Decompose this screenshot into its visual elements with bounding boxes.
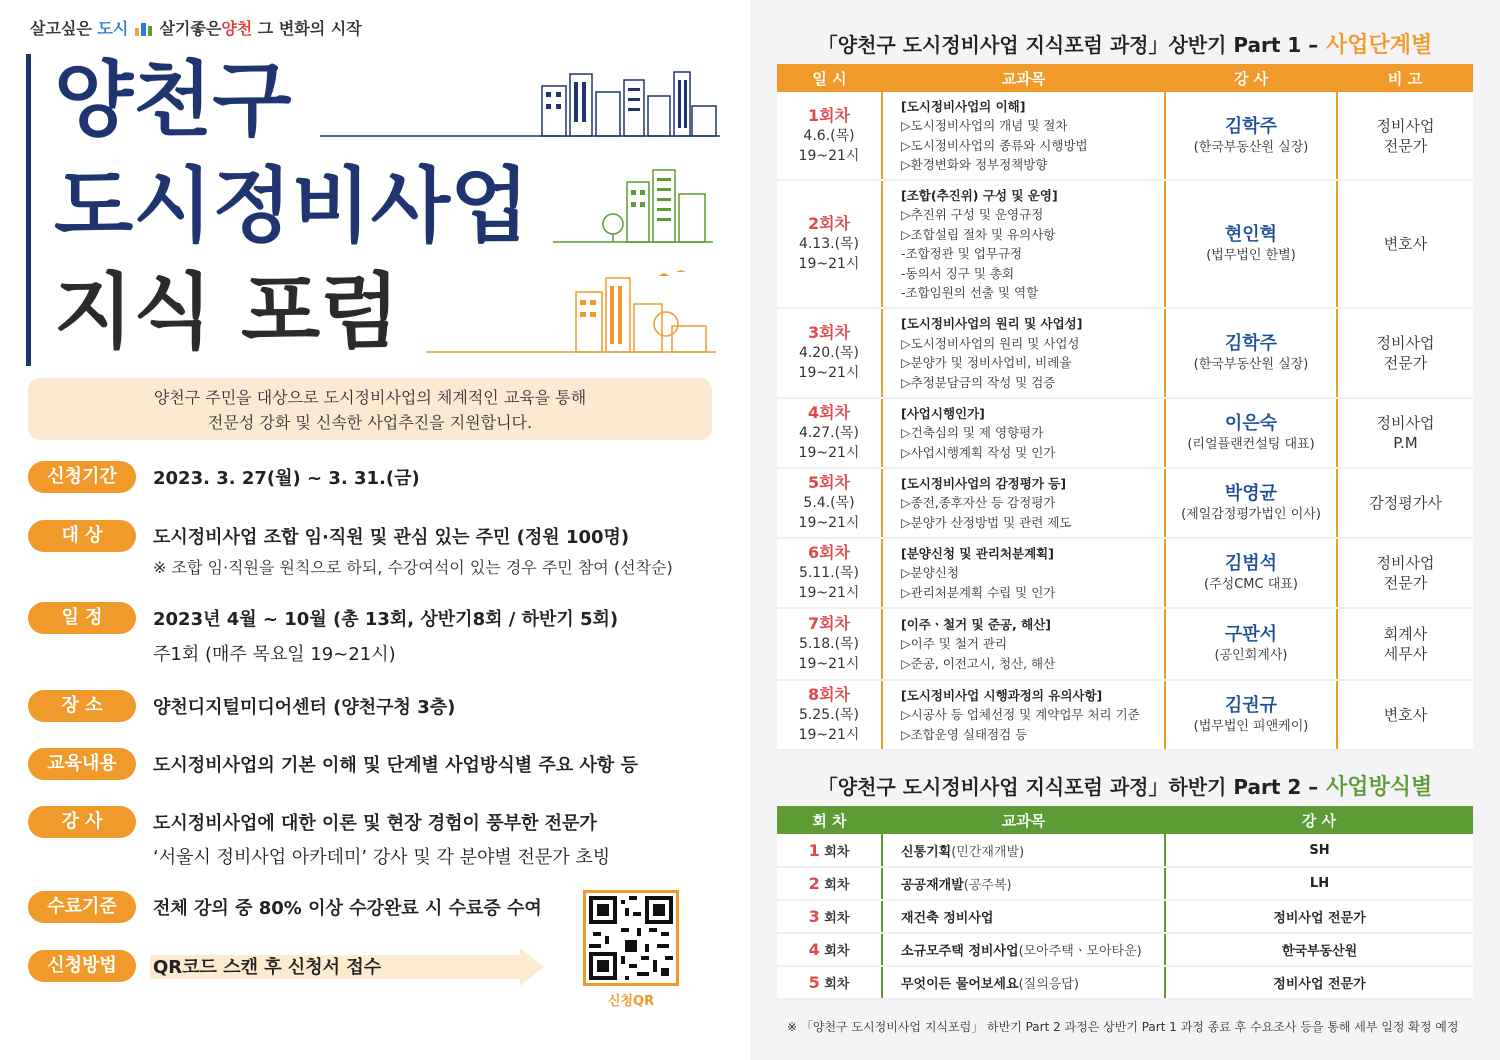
slogan: [30, 16, 362, 39]
table-row: [777, 900, 1473, 933]
table-row: [777, 538, 1473, 608]
subject-detail: (모아주택ㆍ모아타운): [1018, 944, 1142, 959]
subject-item: -조합정관 및 업무규정: [901, 246, 1023, 261]
label-badge: 신청방법: [28, 950, 136, 982]
table-row: [777, 308, 1473, 398]
lecturer-org: (리얼플랜컨설팅 대표): [1187, 437, 1315, 452]
subject-item: ▷분양가 및 정비사업비, 비례율: [901, 355, 1072, 370]
session-number-cell: [777, 933, 882, 966]
session-number: 6회차: [807, 543, 851, 562]
lecturer-cell: LH: [1165, 867, 1473, 900]
session-date: 4.20.(목): [798, 345, 860, 361]
slogan-text-1: 살고싶은: [30, 19, 98, 38]
subject-cell: [882, 468, 1165, 538]
column-header: 비 고: [1337, 64, 1473, 92]
note-line: 정비사업: [1376, 334, 1435, 352]
session-date-cell: [777, 92, 882, 180]
subject-item: -조합임원의 선출 및 역할: [901, 285, 1039, 300]
label-badge: 대 상: [28, 520, 136, 552]
session-unit: 회차: [819, 911, 850, 926]
session-date-cell: [777, 680, 882, 750]
part1-title: [750, 28, 1500, 59]
lecturer-name: 김권규: [1224, 695, 1278, 716]
note-line: 전문가: [1383, 354, 1428, 372]
session-number: 3: [808, 907, 820, 926]
note-cell: [1337, 180, 1473, 308]
session-time: 19~21시: [798, 585, 860, 601]
intro-box: [28, 378, 712, 440]
note-line: P.M: [1393, 434, 1418, 452]
qr-code-icon[interactable]: [583, 890, 679, 986]
session-date-cell: [777, 398, 882, 468]
subject-item: ▷환경변화와 정부정책방향: [901, 157, 1048, 172]
note-cell: [1337, 468, 1473, 538]
subject-item: ▷건축심의 및 제 영향평가: [901, 425, 1044, 441]
column-header: 교과목: [882, 64, 1165, 92]
note-cell: [1337, 398, 1473, 468]
session-unit: 회차: [819, 944, 850, 959]
city-skyline-icon: [320, 66, 720, 138]
part2-title-accent: 사업방식별: [1318, 775, 1433, 800]
info-value: 2023년 4월 ~ 10월 (총 13회, 상반기8회 / 하반기 5회): [153, 609, 619, 630]
subject-title: [이주ㆍ철거 및 준공, 해산]: [901, 616, 1051, 632]
label-badge: 수료기준: [28, 891, 136, 923]
slogan-city: 도시: [97, 19, 129, 38]
session-number: 5: [808, 973, 820, 992]
note-cell: [1337, 608, 1473, 680]
note-line: 변호사: [1383, 235, 1428, 253]
subject-item: ▷관리처분계획 수립 및 인가: [901, 584, 1056, 600]
lecturer-name: 박영균: [1224, 483, 1278, 504]
subject-title: [도시정비사업의 원리 및 사업성]: [901, 316, 1083, 331]
session-time: 19~21시: [798, 445, 860, 461]
part2-title: [750, 770, 1500, 801]
lecturer-org: (한국부동산원 실장): [1193, 357, 1309, 372]
lecturer-org: (제일감정평가법인 이사): [1181, 507, 1321, 522]
session-date: 4.6.(목): [803, 127, 855, 144]
table-row: [777, 834, 1473, 867]
subject-title: 신통기획: [901, 844, 952, 860]
table-row: [777, 608, 1473, 680]
subject-cell: [882, 900, 1165, 933]
lecturer-cell: SH: [1165, 834, 1473, 867]
lecturer-org: (주성CMC 대표): [1204, 577, 1298, 592]
lecturer-name: 김범석: [1224, 553, 1278, 574]
subject-item: ▷준공, 이전고시, 청산, 해산: [901, 655, 1056, 671]
session-time: 19~21시: [798, 147, 860, 164]
lecturer-name: 구판서: [1224, 624, 1278, 645]
table-row: [777, 468, 1473, 538]
intro-line-1: 양천구 주민을 대상으로 도시정비사업의 체계적인 교육을 통해: [153, 388, 587, 407]
note-cell: [1337, 538, 1473, 608]
info-value: 2023. 3. 27(월) ~ 3. 31.(금): [153, 468, 420, 489]
subject-cell: [882, 834, 1165, 867]
info-value: 양천디지털미디어센터 (양천구청 3층): [153, 697, 456, 718]
subject-item: ▷도시정비사업의 개념 및 절차: [901, 118, 1068, 133]
subject-title: [도시정비사업 시행과정의 유의사항]: [901, 687, 1103, 703]
session-unit: 회차: [819, 844, 850, 860]
subject-detail: (질의응답): [1018, 977, 1079, 992]
lecturer-cell: [1165, 538, 1337, 608]
session-unit: 회차: [819, 977, 850, 992]
city-skyline-icon: [426, 268, 716, 354]
lecturer-cell: 한국부동산원: [1165, 933, 1473, 966]
qr-pattern: [589, 896, 673, 980]
session-unit: 회차: [819, 878, 850, 893]
session-date: 5.4.(목): [803, 495, 855, 511]
session-number: 1: [808, 840, 820, 860]
table-header-row: [777, 64, 1473, 92]
session-date: 5.11.(목): [798, 565, 860, 581]
intro-line-2: 전문성 강화 및 신속한 사업추진을 지원합니다.: [207, 413, 533, 432]
lecturer-cell: [1165, 680, 1337, 750]
subject-item: ▷추정분담금의 작성 및 검증: [901, 374, 1056, 390]
label-badge: 교육내용: [28, 748, 136, 780]
table-row: [777, 92, 1473, 180]
subject-title: 무엇이든 물어보세요: [901, 977, 1019, 992]
subject-detail: (공주복): [963, 878, 1012, 893]
title-accent-bar: [26, 54, 31, 366]
session-time: 19~21시: [798, 256, 860, 272]
session-date-cell: [777, 608, 882, 680]
subject-cell: [882, 680, 1165, 750]
table-row: [777, 680, 1473, 750]
subject-title: [도시정비사업의 감정평가 등]: [901, 475, 1067, 491]
note-line: 회계사: [1383, 625, 1428, 643]
session-number: 2회차: [807, 214, 851, 233]
session-number-cell: [777, 966, 882, 999]
column-header: 강 사: [1165, 64, 1337, 92]
part1-title-prefix: 「양천구 도시정비사업 지식포럼 과정」상반기 Part 1 –: [817, 33, 1319, 57]
lecturer-cell: [1165, 308, 1337, 398]
slogan-yangcheon: 양천: [221, 19, 253, 38]
note-line: 정비사업: [1376, 554, 1435, 572]
session-date: 4.27.(목): [798, 425, 860, 441]
table-header-row: [777, 806, 1473, 834]
note-line: 세무사: [1383, 645, 1428, 663]
note-cell: [1337, 308, 1473, 398]
subject-item: ▷시공사 등 업체선정 및 계약업무 처리 기준: [901, 707, 1140, 723]
subject-title: [도시정비사업의 이해]: [901, 98, 1026, 114]
lecturer-cell: [1165, 468, 1337, 538]
note-line: 정비사업: [1376, 116, 1435, 135]
session-number: 7회차: [807, 614, 851, 633]
subject-item: ▷도시정비사업의 종류와 시행방법: [901, 137, 1088, 153]
label-badge: 장 소: [28, 690, 136, 722]
column-header: 교과목: [882, 806, 1165, 834]
label-badge: 강 사: [28, 806, 136, 838]
slogan-text-2: 살기좋은: [153, 19, 222, 38]
session-date-cell: [777, 308, 882, 398]
lecturer-cell: 정비사업 전문가: [1165, 966, 1473, 999]
column-header: 일 시: [777, 64, 882, 92]
session-date-cell: [777, 468, 882, 538]
label-badge: 신청기간: [28, 461, 136, 493]
subject-item: ▷도시정비사업의 원리 및 사업성: [901, 335, 1080, 351]
session-number: 8회차: [807, 685, 851, 704]
note-line: 전문가: [1383, 574, 1428, 592]
part1-title-accent: 사업단계별: [1318, 33, 1433, 58]
table-row: [777, 966, 1473, 999]
city-skyline-icon: [553, 162, 713, 244]
lecturer-org: (한국부동산원 실장): [1193, 139, 1309, 155]
subject-title: 소규모주택 정비사업: [901, 944, 1019, 959]
footnote: ※ 「양천구 도시정비사업 지식포럼」 하반기 Part 2 과정은 상반기 Part 1 과정 종료 후 수요조사 등을 통해 세부 일정 확정 예정: [787, 1020, 1459, 1034]
lecturer-name: 현인혁: [1224, 224, 1278, 245]
subject-cell: [882, 92, 1165, 180]
session-number: 5회차: [807, 473, 851, 492]
session-time: 19~21시: [798, 656, 860, 672]
subject-cell: [882, 608, 1165, 680]
lecturer-name: 이은숙: [1224, 413, 1278, 434]
subject-item: ▷분양신청: [901, 565, 959, 581]
subject-cell: [882, 308, 1165, 398]
subject-item: ▷추진위 구성 및 운영규정: [901, 207, 1044, 222]
slogan-text-3: 그 변화의 시작: [252, 19, 362, 38]
table-row: [777, 180, 1473, 308]
table-row: [777, 867, 1473, 900]
session-number: 2: [808, 874, 820, 893]
lecturer-org: (법무법인 한별): [1206, 248, 1296, 263]
part1-schedule-table: [777, 64, 1473, 751]
label-badge: 일 정: [28, 602, 136, 634]
info-note: ‘서울시 정비사업 아카데미’ 강사 및 각 분야별 전문가 초빙: [153, 847, 611, 868]
lecturer-cell: [1165, 398, 1337, 468]
session-time: 19~21시: [798, 365, 860, 381]
column-header: 강 사: [1165, 806, 1473, 834]
lecturer-name: 김학주: [1224, 115, 1278, 137]
column-header: 회 차: [777, 806, 882, 834]
info-value: 도시정비사업 조합 임·직원 및 관심 있는 주민 (정원 100명): [153, 527, 630, 548]
lecturer-cell: 정비사업 전문가: [1165, 900, 1473, 933]
subject-title: 공공재개발: [901, 878, 964, 893]
lecturer-name: 김학주: [1224, 333, 1278, 354]
subject-cell: [882, 867, 1165, 900]
session-number-cell: [777, 900, 882, 933]
yangcheon-logo-icon: [134, 20, 154, 36]
title-line-2: 도시정비사업: [54, 159, 530, 254]
session-number: 4회차: [807, 403, 851, 422]
info-value: 도시정비사업에 대한 이론 및 현장 경험이 풍부한 전문가: [153, 813, 597, 834]
subject-item: ▷분양가 산정방법 및 관련 제도: [901, 514, 1072, 530]
subject-cell: [882, 180, 1165, 308]
note-line: 감정평가사: [1369, 494, 1442, 512]
session-time: 19~21시: [798, 727, 860, 743]
session-time: 19~21시: [798, 515, 860, 531]
session-date-cell: [777, 538, 882, 608]
note-line: 변호사: [1383, 706, 1428, 724]
subject-title: [사업시행인가]: [901, 405, 985, 421]
subject-item: ▷사업시행계획 작성 및 인가: [901, 444, 1056, 460]
session-number-cell: [777, 834, 882, 867]
lecturer-org: (공인회계사): [1214, 648, 1288, 663]
subject-item: -동의서 징구 및 총회: [901, 265, 1015, 281]
qr-label: 신청QR: [607, 994, 655, 1009]
note-line: 정비사업: [1376, 414, 1435, 432]
session-number: 4: [808, 940, 820, 959]
table-row: [777, 933, 1473, 966]
subject-item: ▷종전,종후자산 등 감정평가: [901, 495, 1056, 511]
subject-item: ▷조합설립 절차 및 유의사항: [901, 226, 1056, 242]
subject-cell: [882, 966, 1165, 999]
info-note: ※ 조합 임·직원을 원칙으로 하되, 수강여석이 있는 경우 주민 참여 (선착순): [153, 558, 673, 577]
lecturer-org: (법무법인 피앤케이): [1193, 719, 1309, 734]
session-date: 4.13.(목): [798, 236, 860, 252]
session-date-cell: [777, 180, 882, 308]
subject-title: [분양신청 및 관리처분계획]: [901, 545, 1054, 561]
subject-title: [조합(추진위) 구성 및 운영]: [901, 187, 1058, 203]
part2-schedule-table: [777, 806, 1473, 1000]
subject-item: ▷이주 및 철거 관리: [901, 636, 1008, 652]
info-value: 도시정비사업의 기본 이해 및 단계별 사업방식별 주요 사항 등: [153, 755, 638, 776]
subject-cell: [882, 933, 1165, 966]
title-line-3: 지식 포럼: [54, 265, 400, 360]
lecturer-cell: [1165, 180, 1337, 308]
subject-detail: (민간재개발): [951, 844, 1025, 860]
lecturer-cell: [1165, 608, 1337, 680]
lecturer-cell: [1165, 92, 1337, 180]
part2-title-prefix: 「양천구 도시정비사업 지식포럼 과정」하반기 Part 2 –: [817, 775, 1319, 799]
title-line-1: 양천구: [54, 53, 292, 148]
session-number: 1회차: [807, 105, 851, 125]
info-value: QR코드 스캔 후 신청서 접수: [153, 957, 382, 978]
session-date: 5.25.(목): [798, 707, 860, 723]
session-number-cell: [777, 867, 882, 900]
table-row: [777, 398, 1473, 468]
subject-item: ▷조합운영 실태점검 등: [901, 726, 1028, 742]
arrow-head: [520, 948, 544, 986]
session-number: 3회차: [807, 323, 851, 342]
info-value: 전체 강의 중 80% 이상 수강완료 시 수료증 수여: [153, 898, 542, 919]
note-cell: [1337, 92, 1473, 180]
session-date: 5.18.(목): [798, 636, 860, 652]
note-line: 전문가: [1383, 136, 1428, 155]
subject-cell: [882, 538, 1165, 608]
info-note: 주1회 (매주 목요일 19~21시): [153, 644, 396, 665]
subject-title: 재건축 정비사업: [901, 911, 994, 926]
subject-cell: [882, 398, 1165, 468]
note-cell: [1337, 680, 1473, 750]
